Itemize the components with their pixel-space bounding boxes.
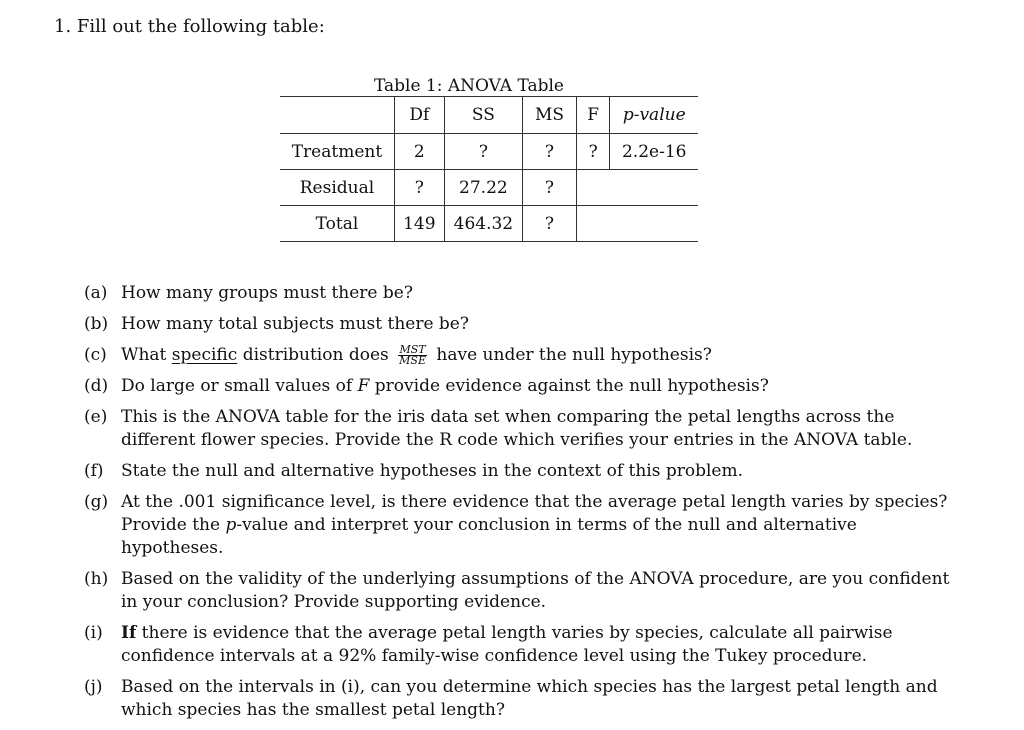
question-text-part: there is evidence that the average petal length varies by species, calculate all pairwise confidence intervals at a 92% family-wise confidence level using the Tukey procedure. xyxy=(121,623,893,666)
cell-ss: 27.22 xyxy=(444,170,522,206)
header-cell-empty xyxy=(280,97,394,134)
question-e xyxy=(84,406,954,452)
question-c xyxy=(84,344,954,367)
question-text: Based on the intervals in (i), can you determine which species has the largest petal length and which species has the smallest petal length? xyxy=(121,677,938,720)
mst-over-mse-fraction xyxy=(398,345,427,366)
header-cell-pvalue xyxy=(610,97,698,134)
cell-pvalue: 2.2e-16 xyxy=(610,134,698,170)
question-text-part: -value and interpret your conclusion in terms of the null and alternative hypotheses. xyxy=(121,515,857,558)
table-caption xyxy=(280,77,698,96)
cell-f xyxy=(576,170,610,206)
question-text xyxy=(121,375,954,398)
cell-ms: ? xyxy=(523,170,577,206)
table-caption-text: Table 1: ANOVA Table xyxy=(373,76,564,96)
question-label: (i) xyxy=(84,623,103,643)
cell-df: ? xyxy=(394,170,444,206)
question-text xyxy=(121,622,954,668)
question-f xyxy=(84,460,954,483)
cell-f: ? xyxy=(576,134,610,170)
cell-ss: 464.32 xyxy=(444,206,522,242)
question-text xyxy=(121,344,954,367)
question-text: Based on the validity of the underlying assumptions of the ANOVA procedure, are you confident in your conclusion? Provide supporting evidence. xyxy=(121,569,950,612)
question-text-part: What xyxy=(121,345,172,365)
cell-ms: ? xyxy=(523,206,577,242)
cell-f xyxy=(576,206,610,242)
question-text: This is the ANOVA table for the iris data set when comparing the petal lengths across the different flower species. Provide the R code which verifies your entries in the ANOVA table. xyxy=(121,407,913,450)
question-text-part: distribution does xyxy=(237,345,395,365)
question-label: (a) xyxy=(84,283,108,303)
cell-df: 2 xyxy=(394,134,444,170)
table-row xyxy=(280,206,698,242)
math-variable: p xyxy=(225,515,237,535)
question-label: (e) xyxy=(84,407,108,427)
header-cell-ss: SS xyxy=(444,97,522,134)
header-cell-df: Df xyxy=(394,97,444,134)
math-variable: F xyxy=(357,376,370,396)
question-text: How many groups must there be? xyxy=(121,283,413,303)
row-label: Treatment xyxy=(280,134,394,170)
table-row xyxy=(280,134,698,170)
question-text-part: provide evidence against the null hypothesis? xyxy=(369,376,769,396)
question-b xyxy=(84,313,954,336)
question-h xyxy=(84,568,954,614)
table-header-row xyxy=(280,97,698,134)
question-label: (j) xyxy=(84,677,103,697)
question-label: (f) xyxy=(84,461,104,481)
row-label: Total xyxy=(280,206,394,242)
question-d xyxy=(84,375,954,398)
problem-heading: 1. Fill out the following table: xyxy=(54,16,325,37)
fraction-denominator: MSE xyxy=(399,354,426,367)
question-a xyxy=(84,282,954,305)
question-label: (c) xyxy=(84,345,107,365)
question-text-part: At the .001 significance level, is there evidence that the average petal length varies by species? Provide the xyxy=(121,492,948,535)
question-text-part: have under the null hypothesis? xyxy=(430,345,712,365)
question-label: (d) xyxy=(84,376,109,396)
question-text-part: Do large or small values of xyxy=(121,376,358,396)
cell-pvalue xyxy=(610,170,698,206)
question-text xyxy=(121,491,954,560)
cell-ms: ? xyxy=(523,134,577,170)
question-label: (g) xyxy=(84,492,109,512)
question-i xyxy=(84,622,954,668)
question-text: How many total subjects must there be? xyxy=(121,314,469,334)
anova-table xyxy=(280,96,698,242)
cell-ss: ? xyxy=(444,134,522,170)
table-row xyxy=(280,170,698,206)
fraction-numerator: MST xyxy=(399,343,426,356)
pvalue-header-text: p-value xyxy=(622,105,686,125)
question-label: (h) xyxy=(84,569,109,589)
question-label: (b) xyxy=(84,314,109,334)
anova-table-block xyxy=(280,77,698,242)
cell-pvalue xyxy=(610,206,698,242)
question-text: State the null and alternative hypotheses in the context of this problem. xyxy=(121,461,744,481)
header-cell-f: F xyxy=(576,97,610,134)
cell-df: 149 xyxy=(394,206,444,242)
header-cell-ms: MS xyxy=(523,97,577,134)
question-g xyxy=(84,491,954,560)
question-j xyxy=(84,676,954,722)
bold-word: If xyxy=(121,623,137,643)
row-label: Residual xyxy=(280,170,394,206)
question-list xyxy=(84,282,954,730)
underlined-word: specific xyxy=(171,345,238,365)
